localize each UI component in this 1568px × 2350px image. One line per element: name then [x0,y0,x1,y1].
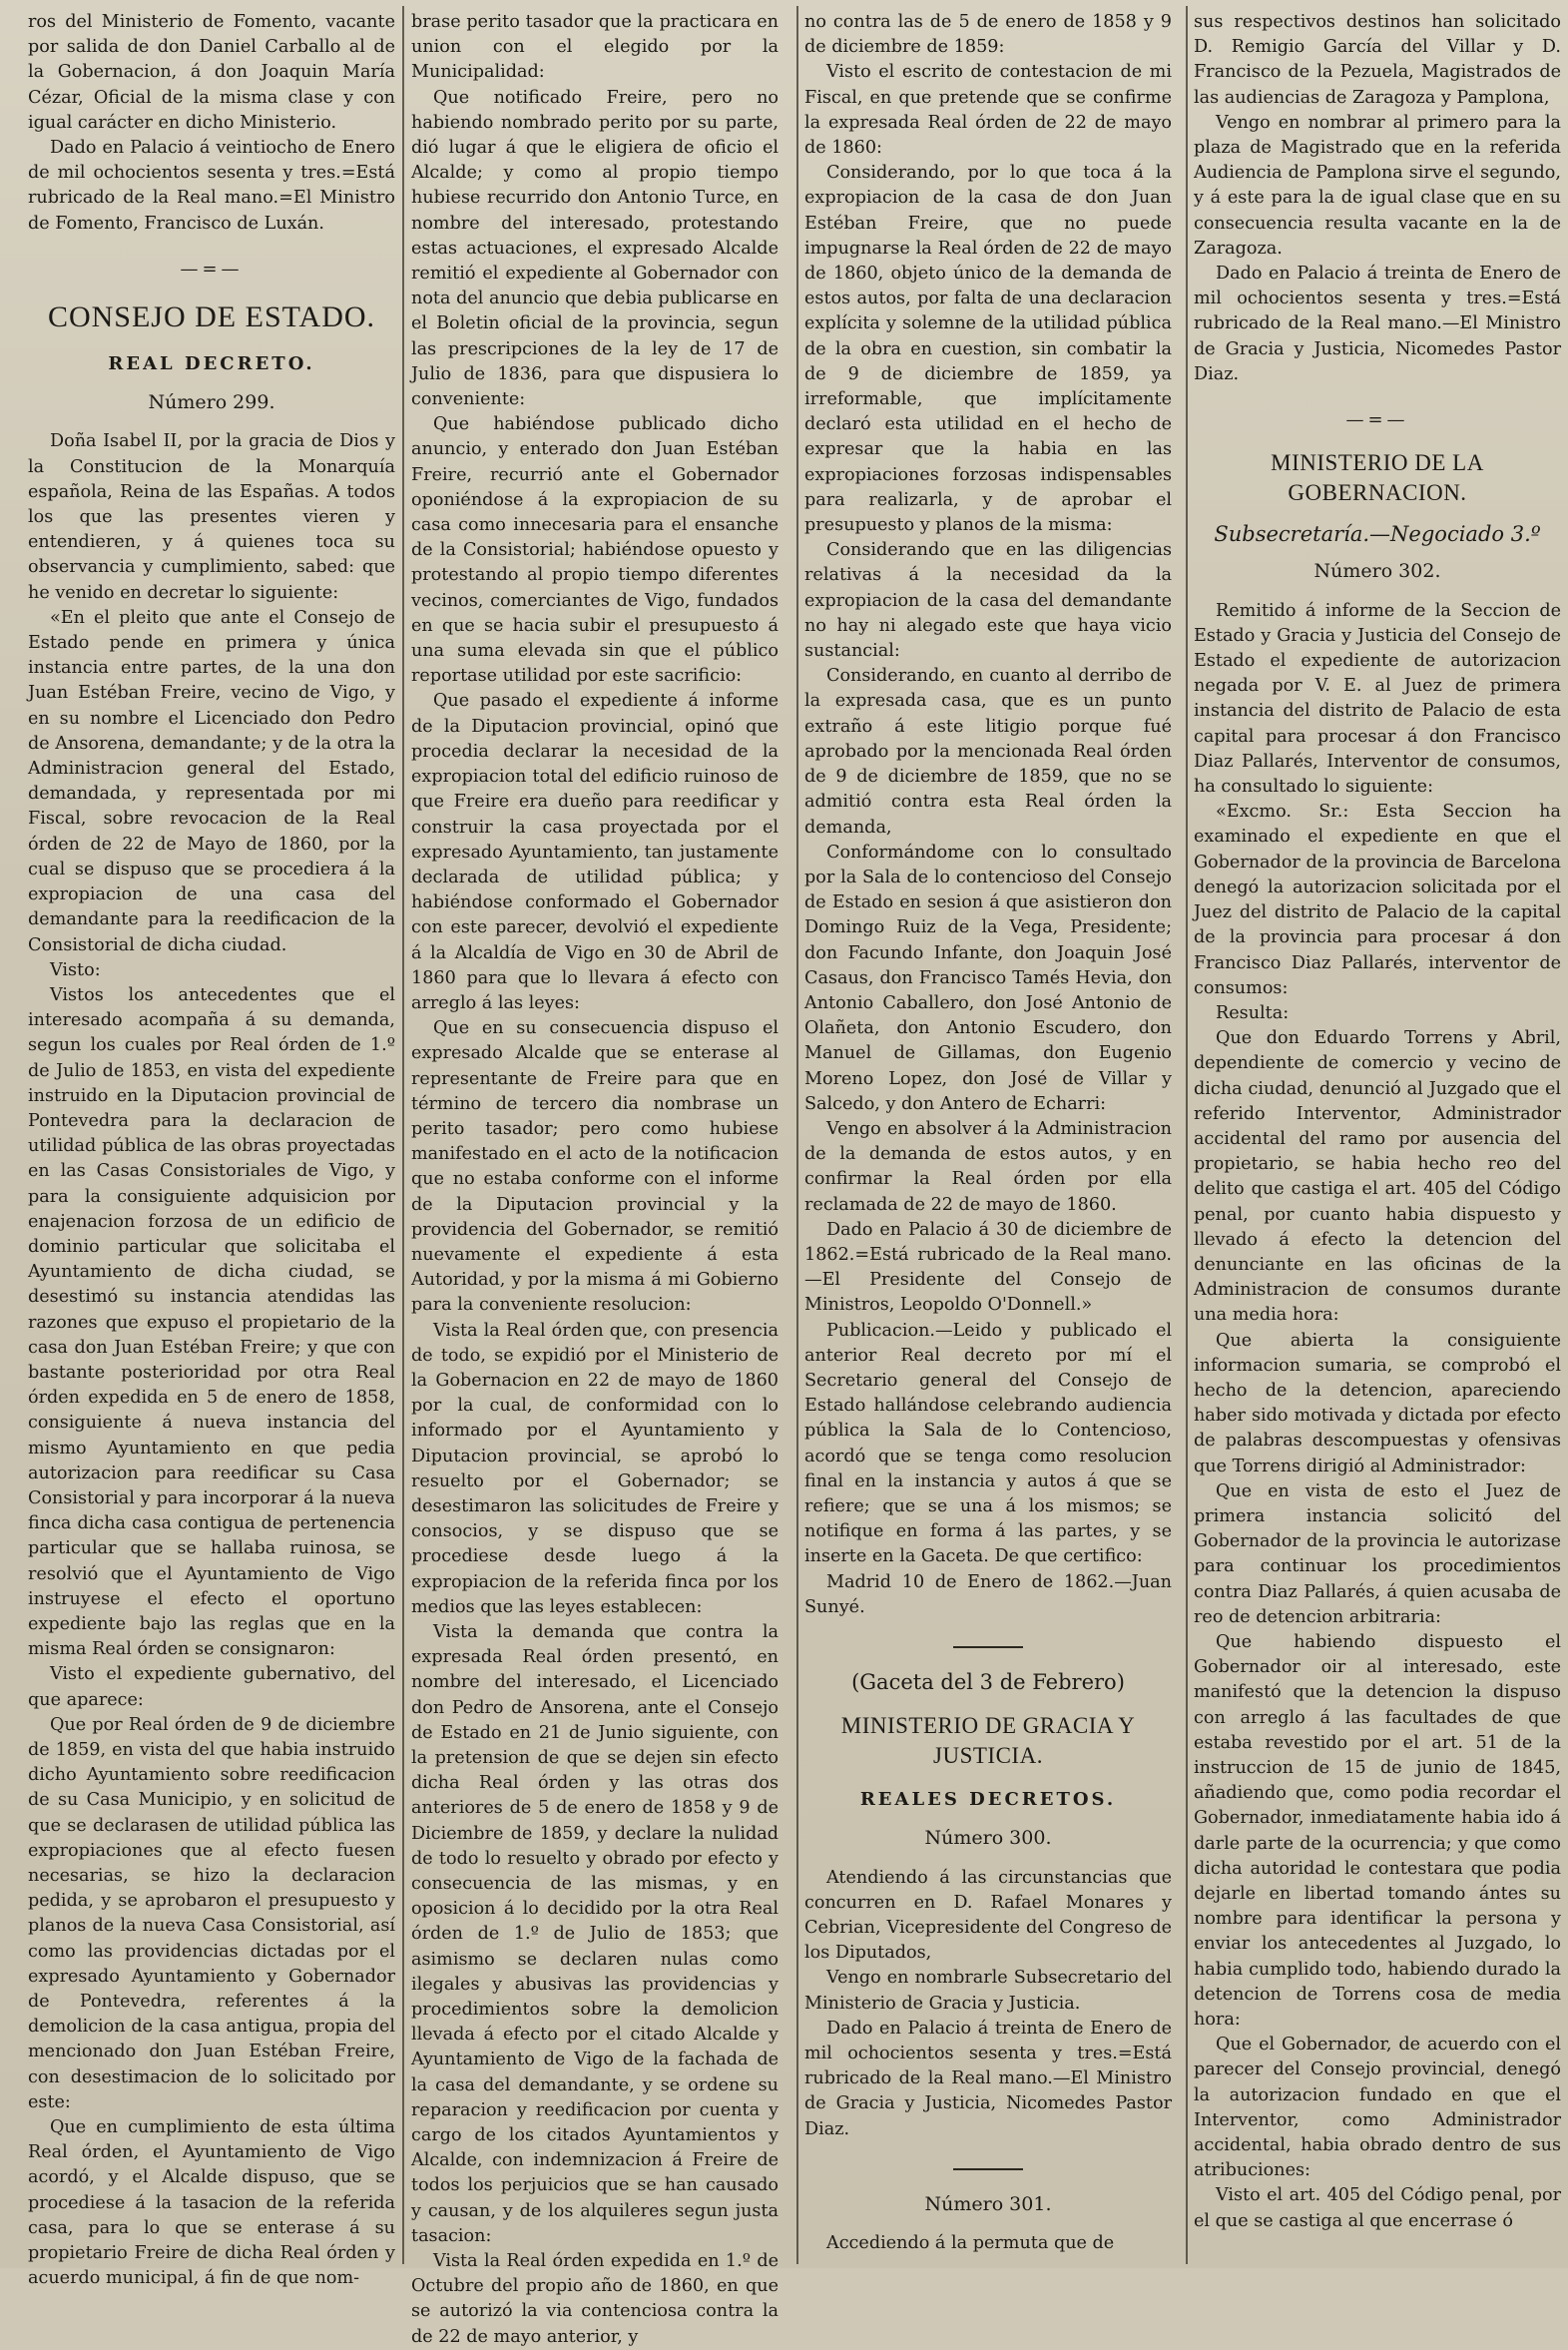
section-separator: —=— [180,258,244,280]
signature-line: Madrid 10 de Enero de 1862.—Juan Sunyé. [804,1571,1172,1617]
column-rule [1186,6,1188,2264]
column-1 [28,10,395,2289]
paragraph: sus respectivos destinos han solicitado D. Remigio García del Villar y D. Francisco de la Pezuela, Magistrados de las audiencias de Zaragoza y Pamplona, [1194,12,1561,108]
paragraph: Que habiéndose publicado dicho anuncio, y enterado don Juan Estéban Freire, recurrió ante el Gobernador oponiéndose á la expropiacion de su casa como innecesaria para el ensanche de la Consistorial; habiéndose opuesto y protestando al propio tiempo diferentes vecinos, comerciantes de Vigo, fundados en que se hacia subir el presupuesto á una suma elevada sin que el público reportase utilidad por este sacrificio: [411,414,779,687]
paragraph: Que en su consecuencia dispuso el expresado Alcalde que se enterase al representante de Freire para que en término de tercero dia nombrase un perito tasador; pero como hubiese manifestado en el acto de la notificacion que no estaba conforme con el informe de la Diputacion provincial y la providencia del Gobernador, se remitió nuevamente el expediente á esta Autoridad, y por la misma á mi Gobierno para la conveniente resolucion: [411,1018,779,1316]
separator-line [953,1646,1023,1648]
office-subheading: Subsecretaría.—Negociado 3.º [1214,522,1541,547]
ministry-heading: MINISTERIO DE LA GOBERNACION. [1271,450,1484,506]
decree-number: Número 300. [924,1827,1052,1850]
paragraph: Vengo en nombrarle Subsecretario del Ministerio de Gracia y Justicia. [804,1968,1172,2014]
column-3 [804,10,1172,2261]
paragraph: Resulta: [1216,1002,1290,1023]
paragraph: Considerando, por lo que toca á la expropiacion de la casa de don Juan Estéban Freire, que no puede impugnarse la Real órden de 22 de mayo de 1860, objeto único de la demanda de estos autos, por falta de una declaracion explícita y solemne de la utilidad pública de la obra en cuestion, sin combatir la de 9 de diciembre de 1859, ya irreformable, que implícitamente declaró esta utilidad en el hecho de expresar que la habia en las expropiaciones forzosas indispensables para realizarla, y de aprobar el presupuesto y planos de la misma: [804,163,1172,536]
paragraph: Vistos los antecedentes que el interesado acompaña á su demanda, segun los cuales por Real órden de 1.º de Julio de 1853, en vista del expediente instruido en la Diputacion provincial de Pontevedra para la declaracion de utilidad pública de las obras proyectadas en las Casas Consistoriales de Vigo, y para la consiguiente adquisicion por enajenacion forzosa de un edificio de dominio particular que solicitaba el Ayuntamiento de dicha ciudad, se desestimó su instancia atendidas las razones que expuso el propietario de la casa don Juan Estéban Freire; y que con bastante posterioridad por otra Real órden expedida en 5 de enero de 1858, consiguiente á nueva instancia del mismo Ayuntamiento en que pedia autorizacion para reedificar su Casa Consistorial y para incorporar á la nueva finca dicha casa contigua de pertenencia particular que se hallaba ruinosa, se resolvió que el Ayuntamiento de Vigo instruyese el efecto el oportuno expediente bajo las reglas que en la misma Real órden se consignaron: [28,984,395,1660]
ministry-heading: MINISTERIO DE GRACIA Y JUSTICIA. [840,1713,1136,1769]
paragraph: Publicacion.—Leido y publicado el anterior Real decreto por mí el Secretario general del Consejo de Estado hallándose celebrando audiencia pública la Sala de lo Contencioso, acordó que se tenga como resolucion final en la instancia y autos á que se refiere; que se una á los mismos; se notifique en forma á las partes, y se inserte en la Gaceta. De que certifico: [804,1320,1172,1567]
paragraph: Que don Eduardo Torrens y Abril, dependiente de comercio y vecino de dicha ciudad, denunció al Juzgado que el referido Interventor, Administrador accidental del ramo por ausencia del propietario, se habia hecho reo del delito que castiga el art. 405 del Código penal, por cuanto habia dispuesto y llevado á efecto la detencion del denunciante en las oficinas de la Administracion de consumos durante una media hora: [1194,1028,1561,1326]
column-2 [411,10,779,2347]
decree-number: Número 301. [924,2192,1052,2215]
section-separator: —=— [1345,409,1409,431]
paragraph: Que pasado el expediente á informe de la Diputacion provincial, opinó que procedia declarar la necesidad de la expropiacion total del edificio ruinoso de que Freire era dueño para reedificar y construir la casa proyectada por el expresado Ayuntamiento, tan justamente declarada de utilidad pública; y habiéndose conformado el Gobernador con este parecer, devolvió el expediente á la Alcaldía de Vigo en 30 de Abril de 1860 para que lo llevara á efecto con arreglo á las leyes: [411,691,779,1013]
paragraph: «En el pleito que ante el Consejo de Estado pende en primera y única instancia entre partes, de la una don Juan Estéban Freire, vecino de Vigo, y en su nombre el Licenciado don Pedro de Ansorena, demandante; y de la otra la Administracion general del Estado, demandada, y representada por mi Fiscal, sobre revocacion de la Real órden de 22 de Mayo de 1860, por la cual se dispuso que se procediera á la expropiacion de una casa del demandante para la reedificacion de la Consistorial de dicha ciudad. [28,607,395,955]
paragraph: Considerando, en cuanto al derribo de la expresada casa, que es un punto extraño á este litigio porque fué aprobado por la mencionada Real órden de 9 de diciembre de 1859, que no se admitió contra esta Real órden la demanda, [804,666,1172,838]
paragraph: Atendiendo á las circunstancias que concurren en D. Rafael Monares y Cebrian, Vicepresidente del Congreso de los Diputados, [804,1867,1172,1964]
decree-heading: REAL DECRETO. [108,353,315,375]
paragraph: Que habiendo dispuesto el Gobernador oir al interesado, este manifestó que la detencion la dispuso con arreglo á las facultades de que estaba revestido por el art. 51 de la instruccion de 15 de junio de 1845, añadiendo que, como podia recordar el Gobernador, inmediatamente habia ido á darle parte de la ocurrencia; y que como dicha autoridad le contestara que podia dejarle en libertad tomando ántes su nombre para identificar la persona y enviar los antecedentes al Juzgado, lo habia cumplido todo, habiendo durado la detencion de Torrens cosa de media hora: [1194,1631,1561,2031]
paragraph: Vengo en nombrar al primero para la plaza de Magistrado que en la referida Audiencia de Pamplona sirve el segundo, y á este para la de igual clase que en su consecuencia resulta vacante en la de Zaragoza. [1194,112,1561,259]
paragraph: Visto el expediente gubernativo, del que aparece: [28,1664,395,1710]
paragraph: Vista la demanda que contra la expresada Real órden presentó, en nombre del interesado, el Licenciado don Pedro de Ansorena, ante el Consejo de Estado en 21 de Junio siguiente, con la pretension de que se dejen sin efecto dicha Real órden y las otras dos anteriores de 5 de enero de 1858 y 9 de Diciembre de 1859, y declare la nulidad de todo lo resuelto y obrado por efecto y consecuencia de las mismas, y en oposicion á lo decidido por la otra Real órden de 1.º de Julio de 1853; que asimismo se declaren nulas como ilegales y abusivas las providencias y procedimientos sobre la demolicion llevada á efecto por el citado Alcalde y Ayuntamiento de Vigo de la fachada de la casa del demandante, y se ordene su reparacion y reedificacion por cuenta y cargo de los citados Ayuntamientos y Alcalde, con indemnizacion á Freire de todos los perjuicios que se han causado y causan, y de los alquileres segun justa tasacion: [411,1622,779,2246]
paragraph: Considerando que en las diligencias relativas á la necesidad da la expropiacion de la casa del demandante no hay ni alegado este que haya vicio sustancial: [804,540,1172,662]
paragraph: Dado en Palacio á treinta de Enero de mil ochocientos sesenta y tres.=Está rubricado de la Real mano.—El Ministro de Gracia y Justicia, Nicomedes Pastor Diaz. [804,2018,1172,2139]
gazette-date: (Gaceta del 3 de Febrero) [851,1670,1125,1694]
decrees-heading: REALES DECRETOS. [859,1789,1117,1811]
paragraph: Visto el escrito de contestacion de mi Fiscal, en que pretende que se confirme la expresada Real órden de 22 de mayo de 1860: [804,62,1172,159]
column-rule [796,6,798,2264]
paragraph: Visto: [50,959,101,980]
paragraph: no contra las de 5 de enero de 1858 y 9 de diciembre de 1859: [804,12,1172,58]
paragraph: Accediendo á la permuta que de [826,2233,1115,2254]
paragraph: Vengo en absolver á la Administracion de la demanda de estos autos, y en confirmar la Real órden por ella reclamada de 22 de mayo de 1860. [804,1118,1172,1215]
paragraph: Visto el art. 405 del Código penal, por el que se castiga al que encerrase ó [1194,2185,1561,2231]
paragraph: Dado en Palacio á 30 de diciembre de 1862.=Está rubricado de la Real mano.—El Presidente del Consejo de Ministros, Leopoldo O'Donnell.» [804,1219,1172,1316]
paragraph: Que en vista de esto el Juez de primera instancia solicitó del Gobernador de la provincia le autorizase para continuar los procedimientos contra Diaz Pallarés, á quien acusaba de reo de detencion arbitraria: [1194,1480,1561,1627]
paragraph: «Excmo. Sr.: Esta Seccion ha examinado el expediente en que el Gobernador de la provincia de Barcelona denegó la autorizacion solicitada por el Juez del distrito de Palacio de la capital de la provincia para procesar á don Francisco Diaz Pallarés, interventor de consumos: [1194,802,1561,998]
paragraph: Vista la Real órden que, con presencia de todo, se expidió por el Ministerio de la Gobernacion en 22 de mayo de 1860 por la cual, de conformidad con lo informado por el Ayuntamiento y Diputacion provincial, se aprobó lo resuelto por el Gobernador; se desestimaron las solicitudes de Freire y consocios, y se dispuso que se procediese desde luego á la expropiacion de la referida finca por los medios que las leyes establecen: [411,1320,779,1617]
separator-line [953,2168,1023,2170]
paragraph: Vista la Real órden expedida en 1.º de Octubre del propio año de 1860, en que se autorizó la via contenciosa contra la de 22 de mayo anterior, y [411,2251,779,2347]
decree-number: Número 299. [148,391,275,414]
paragraph: ros del Ministerio de Fomento, vacante por salida de don Daniel Carballo al de la Gobernacion, á don Joaquin María Cézar, Oficial de la misma clase y con igual carácter en dicho Ministerio. [28,12,395,133]
paragraph: Dado en Palacio á veintiocho de Enero de mil ochocientos sesenta y tres.=Está rubricado de la Real mano.=El Ministro de Fomento, Francisco de Luxán. [28,138,395,234]
paragraph: Conformándome con lo consultado por la Sala de lo contencioso del Consejo de Estado en sesion á que asistieron don Domingo Ruiz de la Vega, Presidente; don Facundo Infante, don Joaquin José Casaus, don Francisco Tamés Hevia, don Antonio Caballero, don José Antonio de Olañeta, don Antonio Escudero, don Manuel de Gillamas, don Eugenio Moreno Lopez, don José de Villar y Salcedo, y don Antero de Echarri: [804,842,1172,1114]
column-4 [1194,10,1561,2261]
paragraph: Que abierta la consiguiente informacion sumaria, se comprobó el hecho de la detencion, apareciendo haber sido motivada y dictada por efecto de palabras descompuestas y ofensivas que Torrens dirigió al Administrador: [1194,1330,1561,1476]
paragraph: brase perito tasador que la practicara en union con el elegido por la Municipalidad: [411,12,779,83]
section-heading: CONSEJO DE ESTADO. [47,300,376,334]
paragraph: Doña Isabel II, por la gracia de Dios y la Constitucion de la Monarquía española, Reina de las Españas. A todos los que las presentes vieren y entendieren, y á quienes toca su observancia y cumplimiento, sabed: que he venido en decretar lo siguiente: [28,431,395,603]
paragraph: Que el Gobernador, de acuerdo con el parecer del Consejo provincial, denegó la autorizacion fundado en que el Interventor, como Administrador accidental, habia obrado dentro de sus atribuciones: [1194,2035,1561,2181]
column-rule [402,6,404,2264]
paragraph: Que notificado Freire, pero no habiendo nombrado perito por su parte, dió lugar á que le eligiera de oficio el Alcalde; y como al propio tiempo hubiese recurrido don Antonio Turce, en nombre del interesado, protestando estas actuaciones, el expresado Alcalde remitió el expediente al Gobernador con nota del anuncio que debia publicarse en el Boletin oficial de la provincia, segun las prescripciones de la ley de 17 de Julio de 1836, para que dispusiera lo conveniente: [411,87,779,410]
paragraph: Que en cumplimiento de esta última Real órden, el Ayuntamiento de Vigo acordó, y el Alcalde dispuso, que se procediese á la tasacion de la referida casa, para lo que se enterase á su propietario Freire de dicha Real órden y acuerdo municipal, á fin de que nom- [28,2117,395,2289]
paragraph: Remitido á informe de la Seccion de Estado y Gracia y Justicia del Consejo de Estado el expediente de autorizacion negada por V. E. al Juez de primera instancia del distrito de Palacio de esta capital para procesar á don Francisco Diaz Pallarés, Interventor de consumos, ha consultado lo siguiente: [1194,600,1561,798]
paragraph: Que por Real órden de 9 de diciembre de 1859, en vista del que habia instruido dicho Ayuntamiento sobre reedificacion de su Casa Municipio, y en solicitud de que se declarasen de utilidad pública las expropiaciones que al efecto fuesen necesarias, se hizo la declaracion pedida, y se aprobaron el presupuesto y planos de la nueva Casa Consistorial, así como las providencias dictadas por el expresado Ayuntamiento y Gobernador de Pontevedra, referentes á la demolicion de la casa antigua, propia del mencionado don Juan Estéban Freire, con desestimacion de lo solicitado por este: [28,1714,395,2112]
paragraph: Dado en Palacio á treinta de Enero de mil ochocientos sesenta y tres.=Está rubricado de la Real mano.—El Ministro de Gracia y Justicia, Nicomedes Pastor Diaz. [1194,264,1561,384]
decree-number: Número 302. [1313,560,1441,583]
